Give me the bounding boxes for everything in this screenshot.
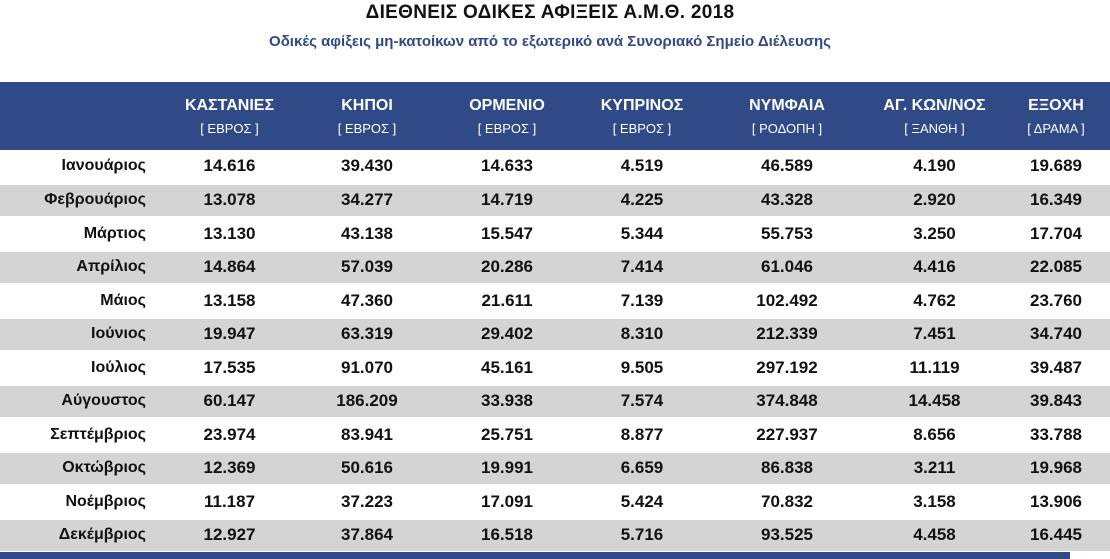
month-cell: Ιούλιος xyxy=(0,351,162,385)
column-header-name: ΝΥΜΦΑΙΑ xyxy=(749,96,825,114)
value-cell: 22.085 xyxy=(1002,251,1110,285)
value-cell: 6.659 xyxy=(577,452,707,486)
value-cell: 7.574 xyxy=(577,385,707,419)
value-cell: 20.286 xyxy=(437,251,577,285)
value-cell: 5.716 xyxy=(577,519,707,553)
column-header-region: [ ΕΒΡΟΣ ] xyxy=(337,120,397,136)
value-cell: 33.788 xyxy=(1002,418,1110,452)
table-row xyxy=(0,351,1110,385)
table-row xyxy=(0,519,1110,553)
value-cell: 43.138 xyxy=(297,217,437,251)
value-cell: 11.187 xyxy=(162,485,297,519)
value-cell: 39.843 xyxy=(1002,385,1110,419)
value-cell: 12.369 xyxy=(162,452,297,486)
value-cell: 13.078 xyxy=(162,184,297,218)
value-cell: 14.864 xyxy=(162,251,297,285)
table-row xyxy=(0,150,1110,184)
value-cell: 14.719 xyxy=(437,184,577,218)
value-cell: 23.974 xyxy=(162,418,297,452)
month-cell: Απρίλιος xyxy=(0,251,162,285)
value-cell: 12.927 xyxy=(162,519,297,553)
value-cell: 7.414 xyxy=(577,251,707,285)
value-cell: 4.225 xyxy=(577,184,707,218)
value-cell: 14.633 xyxy=(437,150,577,184)
value-cell: 14.458 xyxy=(867,385,1002,419)
column-header-name: ΚΥΠΡΙΝΟΣ xyxy=(600,96,684,114)
value-cell: 13.906 xyxy=(1002,485,1110,519)
header-corner xyxy=(0,82,162,150)
column-header xyxy=(577,82,707,150)
value-cell: 19.947 xyxy=(162,318,297,352)
value-cell: 39.487 xyxy=(1002,351,1110,385)
value-cell: 4.190 xyxy=(867,150,1002,184)
page-subtitle: Οδικές αφίξεις μη-κατοίκων από το εξωτερικό ανά Συνοριακό Σημείο Διέλευσης xyxy=(269,33,831,50)
value-cell: 15.547 xyxy=(437,217,577,251)
value-cell: 3.158 xyxy=(867,485,1002,519)
value-cell: 102.492 xyxy=(707,284,867,318)
value-cell: 21.611 xyxy=(437,284,577,318)
value-cell: 55.753 xyxy=(707,217,867,251)
bottom-bar xyxy=(0,552,1070,559)
table-row xyxy=(0,184,1110,218)
value-cell: 33.938 xyxy=(437,385,577,419)
value-cell: 13.130 xyxy=(162,217,297,251)
value-cell: 2.920 xyxy=(867,184,1002,218)
value-cell: 83.941 xyxy=(297,418,437,452)
table-header-row xyxy=(0,82,1110,150)
value-cell: 7.139 xyxy=(577,284,707,318)
value-cell: 8.877 xyxy=(577,418,707,452)
month-cell: Οκτώβριος xyxy=(0,452,162,486)
column-header-region: [ ΡΟΔΟΠΗ ] xyxy=(751,120,823,136)
table-row xyxy=(0,217,1110,251)
column-header xyxy=(437,82,577,150)
value-cell: 5.344 xyxy=(577,217,707,251)
value-cell: 86.838 xyxy=(707,452,867,486)
column-header xyxy=(867,82,1002,150)
value-cell: 34.740 xyxy=(1002,318,1110,352)
column-header-name: ΑΓ. ΚΩΝ/ΝΟΣ xyxy=(883,96,986,114)
column-header-name: ΚΑΣΤΑΝΙΕΣ xyxy=(184,96,275,114)
value-cell: 16.445 xyxy=(1002,519,1110,553)
value-cell: 57.039 xyxy=(297,251,437,285)
column-header xyxy=(297,82,437,150)
value-cell: 37.864 xyxy=(297,519,437,553)
value-cell: 5.424 xyxy=(577,485,707,519)
month-cell: Αύγουστος xyxy=(0,385,162,419)
value-cell: 212.339 xyxy=(707,318,867,352)
column-header xyxy=(707,82,867,150)
value-cell: 93.525 xyxy=(707,519,867,553)
column-header-region: [ ΕΒΡΟΣ ] xyxy=(612,120,672,136)
value-cell: 16.349 xyxy=(1002,184,1110,218)
value-cell: 8.656 xyxy=(867,418,1002,452)
table-row xyxy=(0,318,1110,352)
value-cell: 227.937 xyxy=(707,418,867,452)
table-row xyxy=(0,418,1110,452)
arrivals-table xyxy=(0,82,1110,553)
value-cell: 47.360 xyxy=(297,284,437,318)
value-cell: 186.209 xyxy=(297,385,437,419)
value-cell: 297.192 xyxy=(707,351,867,385)
table-row xyxy=(0,284,1110,318)
value-cell: 46.589 xyxy=(707,150,867,184)
value-cell: 19.991 xyxy=(437,452,577,486)
value-cell: 61.046 xyxy=(707,251,867,285)
column-header xyxy=(162,82,297,150)
value-cell: 29.402 xyxy=(437,318,577,352)
value-cell: 91.070 xyxy=(297,351,437,385)
value-cell: 4.416 xyxy=(867,251,1002,285)
value-cell: 23.760 xyxy=(1002,284,1110,318)
value-cell: 37.223 xyxy=(297,485,437,519)
column-header-region: [ ΞΑΝΘΗ ] xyxy=(904,120,965,136)
page-title: ΔΙΕΘΝΕΙΣ ΟΔΙΚΕΣ ΑΦΙΞΕΙΣ Α.Μ.Θ. 2018 xyxy=(365,2,735,23)
month-cell: Ιανουάριος xyxy=(0,150,162,184)
value-cell: 17.091 xyxy=(437,485,577,519)
value-cell: 4.519 xyxy=(577,150,707,184)
value-cell: 17.535 xyxy=(162,351,297,385)
value-cell: 7.451 xyxy=(867,318,1002,352)
value-cell: 19.689 xyxy=(1002,150,1110,184)
value-cell: 17.704 xyxy=(1002,217,1110,251)
value-cell: 13.158 xyxy=(162,284,297,318)
value-cell: 4.762 xyxy=(867,284,1002,318)
month-cell: Δεκέμβριος xyxy=(0,519,162,553)
value-cell: 39.430 xyxy=(297,150,437,184)
table-row xyxy=(0,485,1110,519)
value-cell: 19.968 xyxy=(1002,452,1110,486)
table-body xyxy=(0,150,1110,552)
column-header xyxy=(1002,82,1110,150)
value-cell: 11.119 xyxy=(867,351,1002,385)
month-cell: Μάρτιος xyxy=(0,217,162,251)
value-cell: 9.505 xyxy=(577,351,707,385)
value-cell: 374.848 xyxy=(707,385,867,419)
month-cell: Νοέμβριος xyxy=(0,485,162,519)
month-cell: Φεβρουάριος xyxy=(0,184,162,218)
value-cell: 45.161 xyxy=(437,351,577,385)
month-cell: Σεπτέμβριος xyxy=(0,418,162,452)
value-cell: 50.616 xyxy=(297,452,437,486)
value-cell: 25.751 xyxy=(437,418,577,452)
value-cell: 43.328 xyxy=(707,184,867,218)
value-cell: 16.518 xyxy=(437,519,577,553)
column-header-name: ΕΞΟΧΗ xyxy=(1028,96,1084,114)
column-header-name: ΟΡΜΕΝΙΟ xyxy=(469,96,545,114)
value-cell: 4.458 xyxy=(867,519,1002,553)
value-cell: 34.277 xyxy=(297,184,437,218)
table-row xyxy=(0,452,1110,486)
value-cell: 8.310 xyxy=(577,318,707,352)
value-cell: 3.211 xyxy=(867,452,1002,486)
value-cell: 3.250 xyxy=(867,217,1002,251)
table-row xyxy=(0,385,1110,419)
value-cell: 63.319 xyxy=(297,318,437,352)
arrivals-table-container xyxy=(0,82,1085,559)
value-cell: 14.616 xyxy=(162,150,297,184)
table-row xyxy=(0,251,1110,285)
column-header-region: [ ΕΒΡΟΣ ] xyxy=(477,120,537,136)
value-cell: 70.832 xyxy=(707,485,867,519)
column-header-region: [ ΕΒΡΟΣ ] xyxy=(200,120,259,136)
column-header-name: ΚΗΠΟΙ xyxy=(341,96,393,114)
column-header-region: [ ΔΡΑΜΑ ] xyxy=(1027,120,1085,136)
month-cell: Ιούνιος xyxy=(0,318,162,352)
month-cell: Μάιος xyxy=(0,284,162,318)
value-cell: 60.147 xyxy=(162,385,297,419)
